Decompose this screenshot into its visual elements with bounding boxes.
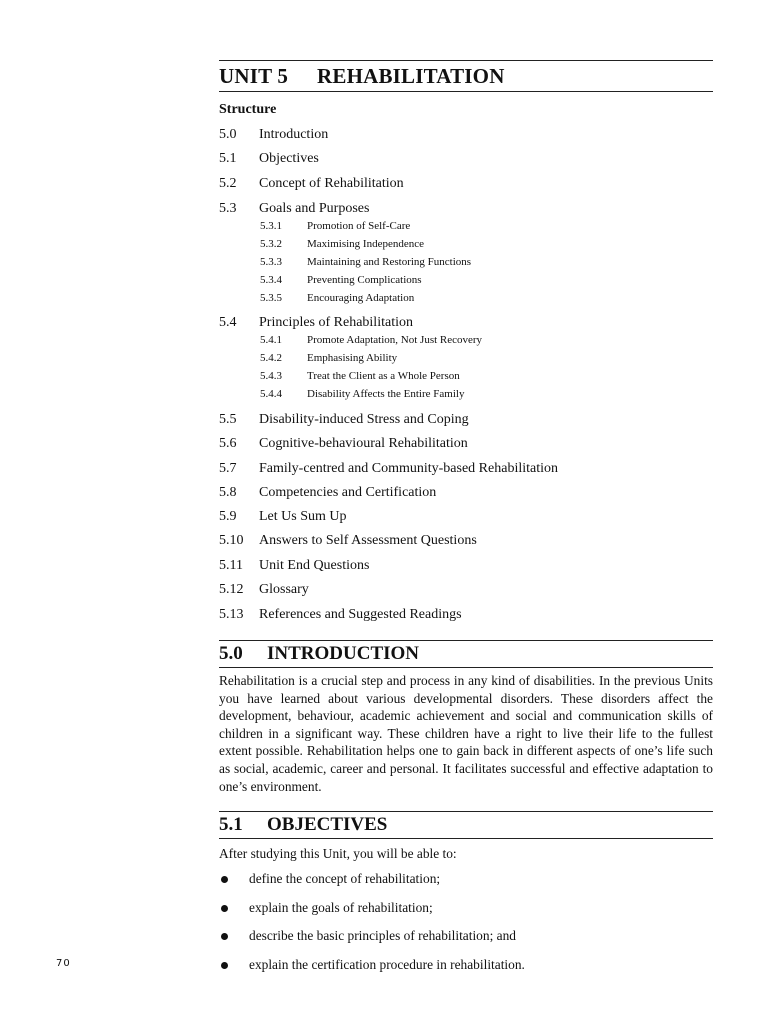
toc-item-label: Principles of Rehabilitation: [259, 315, 413, 330]
toc-subitem-label: Disability Affects the Entire Family: [307, 388, 465, 400]
toc-item-label: Family-centred and Community-based Rehabilitation: [259, 461, 558, 476]
toc-subitem-label: Encouraging Adaptation: [307, 292, 415, 304]
introduction-title: INTRODUCTION: [267, 643, 420, 664]
toc-subitem-label: Maintaining and Restoring Functions: [307, 256, 472, 268]
toc-subitem-number: 5.3.5: [260, 292, 282, 304]
introduction-number: 5.0: [219, 643, 243, 664]
toc-subitem-number: 5.3.4: [260, 274, 282, 286]
toc-item-label: Introduction: [259, 127, 329, 142]
toc-item-number: 5.3: [219, 201, 237, 216]
toc-item-number: 5.7: [219, 461, 237, 476]
toc-subitem-number: 5.4.2: [260, 352, 282, 364]
bullet-icon: [221, 962, 228, 969]
toc-item-label: Goals and Purposes: [259, 201, 370, 216]
toc-subitem-number: 5.4.4: [260, 388, 282, 400]
page-content: UNIT 5 REHABILITATION Structure 5.0 Introduction 5.1 Objectives 5.2 Concept of Rehabilitation 5.3 Goals and Purposes 5.3.1 Promotion of Self-Care 5.3.2 Maximising Independence 5.3.3 Maintaining and Restoring Functions 5.3.4 Preventing Complications 5.3.5 Encouraging Adaptation 5.4 Principles of Rehabilitation 5.4.1 Promote Adaptation, Not Just Recovery 5.4.2 Emphasising Ability 5.4.3 Treat the Client as a Whole Person 5.4.4 Disability Affects the Entire Family 5.5 Disability-induced Stress and Coping 5.6 Cognitive-behavioural Rehabilitation 5.7 Family-centred and Community-based Rehabilitation 5.8 Competencies and Certification 5.9 Let Us Sum Up 5.10 Answers to Self Assessment Questions 5.11 Unit End Questions 5.12 Glossary 5.13 References and Suggested Readings 5.0 INTRODUCTION Rehabilitation is a crucial step and process in any kind of disabilities. In the previous Units you have learned about various developmental disorders. These disorders affect the development, behaviour, academic achievement and social and communication skills of children in a significant way. These children have a right to live their life to the fullest extent possible. Rehabilitation helps one to gain back in different aspects of one’s life such as social, academic, career and personal. It facilitates successful and effective adaptation to one’s environment. 5.1 OBJECTIVES After studying this Unit, you will be able to: define the concept of rehabilitation; explain the goals of rehabilitation; describe the basic principles of rehabilitation; and explain the certification procedure in rehabilitation.: [219, 60, 713, 92]
toc-item-label: Let Us Sum Up: [259, 509, 347, 524]
toc-item-number: 5.13: [219, 607, 244, 622]
toc-item-label: Competencies and Certification: [259, 485, 437, 500]
toc-item-label: Objectives: [259, 151, 319, 166]
introduction-heading: [219, 640, 713, 668]
toc-item-number: 5.10: [219, 533, 244, 548]
unit-number: UNIT 5: [219, 64, 289, 88]
objectives-heading: [219, 811, 713, 839]
structure-label: Structure: [219, 102, 277, 117]
toc-item-number: 5.2: [219, 176, 237, 191]
toc-item-number: 5.9: [219, 509, 237, 524]
toc-item-number: 5.12: [219, 582, 244, 597]
toc-item-label: Unit End Questions: [259, 558, 370, 573]
toc-item-number: 5.11: [219, 558, 243, 573]
toc-item-label: Cognitive-behavioural Rehabilitation: [259, 436, 468, 451]
toc-subitem-label: Promotion of Self-Care: [307, 220, 411, 232]
objectives-number: 5.1: [219, 814, 243, 835]
toc-item-number: 5.4: [219, 315, 237, 330]
unit-heading: [219, 60, 713, 92]
bullet-icon: [221, 876, 228, 883]
bullet-icon: [221, 933, 228, 940]
toc-item-number: 5.1: [219, 151, 237, 166]
toc-subitem-number: 5.3.2: [260, 238, 282, 250]
toc-item-number: 5.6: [219, 436, 237, 451]
toc-subitem-label: Emphasising Ability: [307, 352, 398, 364]
toc-item-number: 5.0: [219, 127, 237, 142]
toc-subitem-label: Maximising Independence: [307, 238, 424, 250]
unit-title-text: REHABILITATION: [317, 64, 505, 88]
toc-item-label: Answers to Self Assessment Questions: [259, 533, 477, 548]
toc-item-number: 5.8: [219, 485, 237, 500]
objectives-lead: After studying this Unit, you will be able to:: [219, 846, 457, 861]
page-number: 70: [56, 958, 71, 969]
toc-item-number: 5.5: [219, 412, 237, 427]
unit-title: [219, 64, 505, 89]
toc-subitem-number: 5.4.1: [260, 334, 282, 346]
introduction-text: Rehabilitation is a crucial step and process in any kind of disabilities. In the previous Units you have learned about various developmental disorders. These disorders affect the development, behaviour, academic achievement and social and communication skills of children in a significant way. These children have a right to live their life to the fullest extent possible. Rehabilitation helps one to gain back in different aspects of one’s life such as social, academic, career and personal. It facilitates successful and effective adaptation to one’s environment.: [219, 673, 713, 794]
toc-subitem-label: Promote Adaptation, Not Just Recovery: [307, 334, 483, 346]
toc-subitem-number: 5.3.1: [260, 220, 282, 232]
toc-subitem-number: 5.3.3: [260, 256, 282, 268]
toc-subitem-label: Preventing Complications: [307, 274, 422, 286]
toc-item-label: Disability-induced Stress and Coping: [259, 412, 469, 427]
toc-item-label: Concept of Rehabilitation: [259, 176, 404, 191]
objectives-title: OBJECTIVES: [267, 814, 388, 835]
toc-subitem-number: 5.4.3: [260, 370, 282, 382]
toc-subitem-label: Treat the Client as a Whole Person: [307, 370, 460, 382]
toc-item-label: References and Suggested Readings: [259, 607, 462, 622]
bullet-icon: [221, 905, 228, 912]
toc-item-label: Glossary: [259, 582, 309, 597]
